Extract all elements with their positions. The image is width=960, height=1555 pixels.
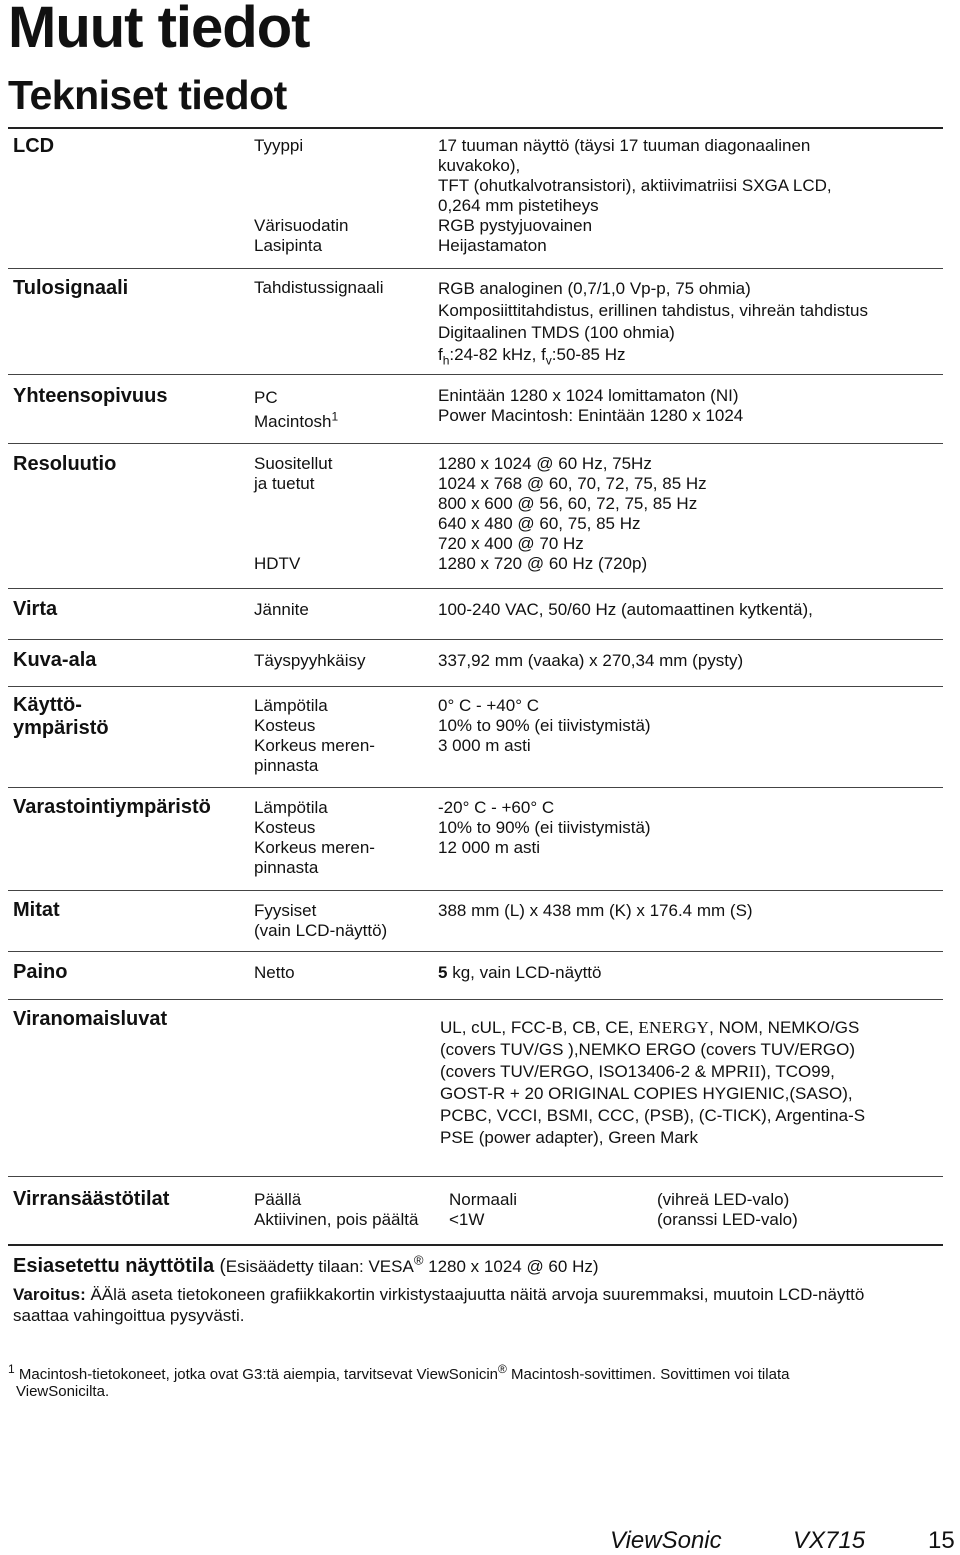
spec-sub-display-area: Täyspyyhkäisy bbox=[254, 651, 366, 670]
spec-label-display-area: Kuva-ala bbox=[13, 649, 97, 671]
spec-sub-lcd: Tyyppi Värisuodatin Lasipinta bbox=[254, 136, 349, 255]
row-divider bbox=[8, 686, 943, 687]
page-number: 15 bbox=[928, 1527, 955, 1554]
spec-label-dimensions: Mitat bbox=[13, 899, 60, 921]
spec-label-storage: Varastointiympäristö bbox=[13, 796, 211, 818]
spec-label-weight: Paino bbox=[13, 961, 68, 983]
spec-value-compat: Enintään 1280 x 1024 lomittamaton (NI) Power Macintosh: Enintään 1280 x 1024 bbox=[438, 386, 744, 425]
spec-label-resolution: Resoluutio bbox=[13, 453, 117, 475]
spec-sub-operating: Lämpötila Kosteus Korkeus meren- pinnasta bbox=[254, 696, 375, 775]
table-top-rule bbox=[8, 127, 943, 129]
power-mode-led: (vihreä LED-valo) (oranssi LED-valo) bbox=[657, 1190, 798, 1229]
page-title: Muut tiedot bbox=[8, 0, 310, 60]
row-divider bbox=[8, 374, 943, 375]
sync-frequency: $f_h:24-82$ kHz, $f_v:50-85$ Hz bbox=[438, 345, 626, 368]
spec-label-power: Virta bbox=[13, 598, 58, 620]
warning-note: Varoitus: ÄÄlä aseta tietokoneen grafiikkakortin virkistystaajuutta näitä arvoja suuremmaksi, muutoin LCD-näyttö saattaa vahingoittua pysyvästi. bbox=[13, 1285, 865, 1325]
spec-label-regulatory: Viranomaisluvat bbox=[13, 1008, 168, 1030]
row-divider bbox=[8, 639, 943, 640]
spec-value-regulatory: UL, cUL, FCC-B, CB, CE, ENERGY, NOM, NEMKO/GS (covers TUV/GS ),NEMKO ERGO (covers TUV/ERGO) (covers TUV/ERGO, ISO13406-2 & MPRII), TCO99, GOST-R + 20 ORIGINAL COPIES HYGIENIC,(SASO), PCBC, VCCI, BSMI, CCC, (PSB), (C-TICK), Argentina-S PSE (power adapter), Green Mark bbox=[440, 1018, 866, 1147]
spec-sub-weight: Netto bbox=[254, 963, 295, 982]
spec-sub-resolution: Suositellut ja tuetut HDTV bbox=[254, 454, 333, 573]
footer-model: VX715 bbox=[793, 1527, 866, 1554]
row-divider bbox=[8, 951, 943, 952]
row-divider bbox=[8, 1176, 943, 1177]
power-mode-names: Päällä Aktiivinen, pois päältä bbox=[254, 1190, 419, 1229]
row-divider bbox=[8, 268, 943, 269]
preset-mode-note: Esiasetettu näyttötila (Esisäädetty tilaan: VESA® 1280 x 1024 @ 60 Hz) bbox=[13, 1252, 599, 1277]
spec-value-weight: 5 kg, vain LCD-näyttö bbox=[438, 963, 602, 982]
spec-label-power-saving: Virransäästötilat bbox=[13, 1188, 170, 1210]
table-bottom-rule bbox=[8, 1244, 943, 1246]
row-divider bbox=[8, 443, 943, 444]
spec-value-storage: -20° C - +60° C 10% to 90% (ei tiivistymistä) 12 000 m asti bbox=[438, 798, 651, 857]
spec-label-operating: Käyttö- ympäristö bbox=[13, 694, 109, 739]
spec-sub-storage: Lämpötila Kosteus Korkeus meren- pinnasta bbox=[254, 798, 375, 877]
power-mode-consumption: Normaali <1W bbox=[449, 1190, 518, 1229]
spec-sub-compat: PC Macintosh$^1$ bbox=[254, 388, 339, 431]
spec-value-operating: 0° C - +40° C 10% to 90% (ei tiivistymistä) 3 000 m asti bbox=[438, 696, 651, 755]
spec-value-lcd: 17 tuuman näyttö (täysi 17 tuuman diagonaalinen kuvakoko), TFT (ohutkalvotransistori), aktiivimatriisi SXGA LCD, 0,264 mm pistetiheys RGB pystyjuovainen Heijastamaton bbox=[438, 136, 832, 255]
row-divider bbox=[8, 890, 943, 891]
spec-sub-signal: Tahdistussignaali bbox=[254, 278, 384, 297]
spec-sub-power: Jännite bbox=[254, 600, 309, 619]
footer-brand: ViewSonic bbox=[610, 1527, 722, 1554]
spec-label-lcd: LCD bbox=[13, 135, 55, 157]
spec-value-power: 100-240 VAC, 50/60 Hz (automaattinen kytkentä), bbox=[438, 600, 813, 619]
spec-value-resolution: 1280 x 1024 @ 60 Hz, 75Hz 1024 x 768 @ 60, 70, 72, 75, 85 Hz 800 x 600 @ 56, 60, 72, 75, 85 Hz 640 x 480 @ 60, 75, 85 Hz 720 x 400 @ 70 Hz 1280 x 720 @ 60 Hz (720p) bbox=[438, 454, 707, 573]
spec-value-dimensions: 388 mm (L) x 438 mm (K) x 176.4 mm (S) bbox=[438, 901, 753, 920]
row-divider bbox=[8, 787, 943, 788]
spec-sub-dimensions: Fyysiset (vain LCD-näyttö) bbox=[254, 901, 388, 940]
row-divider bbox=[8, 999, 943, 1000]
spec-value-signal: RGB analoginen (0,7/1,0 Vp-p, 75 ohmia) Komposiittitahdistus, erillinen tahdistus, vihreän tahdistus Digitaalinen TMDS (100 ohmia) $f_h:24-82$ kHz, $f_v:50-85$ Hz bbox=[438, 279, 868, 368]
footnote: $^1$ Macintosh-tietokoneet, jotka ovat G3:tä aiempia, tarvitsevat ViewSonicin® Macintosh-sovittimen. Sovittimen voi tilata ViewSonicilta. bbox=[8, 1362, 790, 1400]
spec-label-signal: Tulosignaali bbox=[13, 277, 129, 299]
spec-value-display-area: 337,92 mm (vaaka) x 270,34 mm (pysty) bbox=[438, 651, 744, 670]
section-title: Tekniset tiedot bbox=[8, 72, 287, 118]
row-divider bbox=[8, 588, 943, 589]
spec-label-compat: Yhteensopivuus bbox=[13, 385, 168, 407]
